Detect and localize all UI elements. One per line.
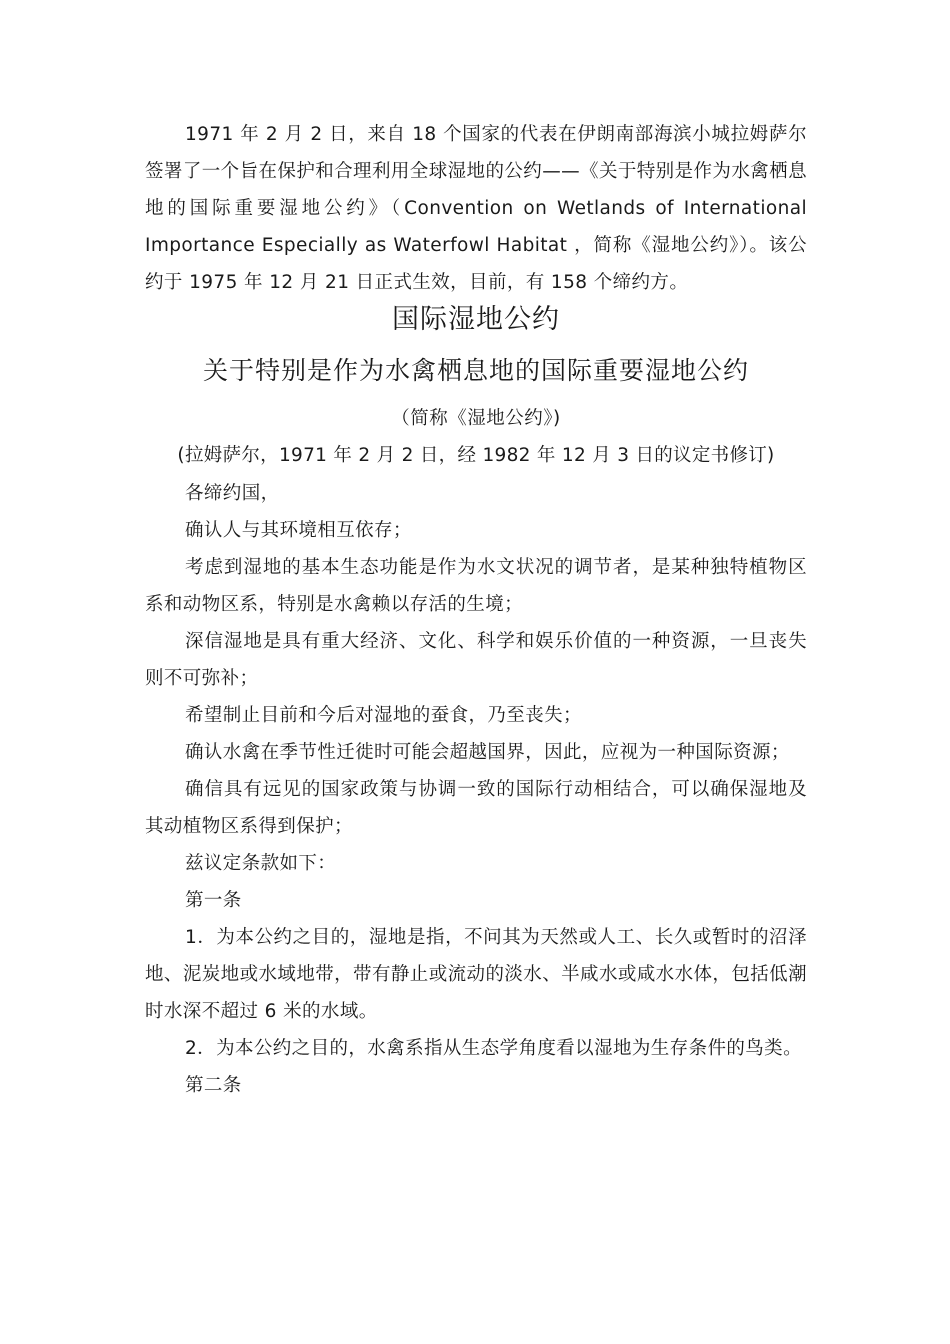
intro-paragraph: 1971 年 2 月 2 日，来自 18 个国家的代表在伊朗南部海滨小城拉姆萨尔签署了一个旨在保护和合理利用全球湿地的公约——《关于特别是作为水禽栖息地的国际重要湿地公约》（Convention on Wetlands of International Importance Especially as Waterfowl Habitat ，简称《湿地公约》）。该公约于 1975 年 12 月 21 日正式生效，目前，有 158 个缔约方。 — [145, 124, 807, 293]
article-clause: 1．为本公约之目的，湿地是指，不问其为天然或人工、长久或暂时的沼泽地、泥炭地或水域地带，带有静止或流动的淡水、半咸水或咸水水体，包括低潮时水深不超过 6 米的水域。 — [145, 927, 807, 1022]
body-paragraph: 考虑到湿地的基本生态功能是作为水文状况的调节者，是某种独特植物区系和动物区系，特别是水禽赖以存活的生境； — [145, 557, 807, 615]
article-clause: 2．为本公约之目的，水禽系指从生态学角度看以湿地为生存条件的鸟类。 — [185, 1038, 802, 1059]
body-paragraph: 各缔约国， — [185, 483, 280, 504]
body-paragraph: 确认人与其环境相互依存； — [185, 520, 412, 541]
document-full-title: 关于特别是作为水禽栖息地的国际重要湿地公约 — [202, 356, 749, 385]
body-paragraph: 希望制止目前和今后对湿地的蚕食，乃至丧失； — [185, 705, 582, 726]
article-heading: 第二条 — [185, 1075, 242, 1096]
document-origin-note: (拉姆萨尔，1971 年 2 月 2 日，经 1982 年 12 月 3 日的议定书修订) — [177, 445, 775, 466]
document-short-title: （简称《湿地公约》) — [391, 408, 561, 429]
body-paragraph: 确信具有远见的国家政策与协调一致的国际行动相结合，可以确保湿地及其动植物区系得到保护； — [145, 779, 807, 837]
body-paragraph: 确认水禽在季节性迁徙时可能会超越国界，因此，应视为一种国际资源； — [185, 742, 790, 763]
document-body — [145, 475, 807, 1104]
document-page — [145, 116, 807, 1104]
article-heading: 第一条 — [185, 890, 242, 911]
body-paragraph: 兹议定条款如下： — [185, 853, 337, 874]
document-title: 国际湿地公约 — [392, 304, 560, 335]
body-paragraph: 深信湿地是具有重大经济、文化、科学和娱乐价值的一种资源，一旦丧失则不可弥补； — [145, 631, 807, 689]
